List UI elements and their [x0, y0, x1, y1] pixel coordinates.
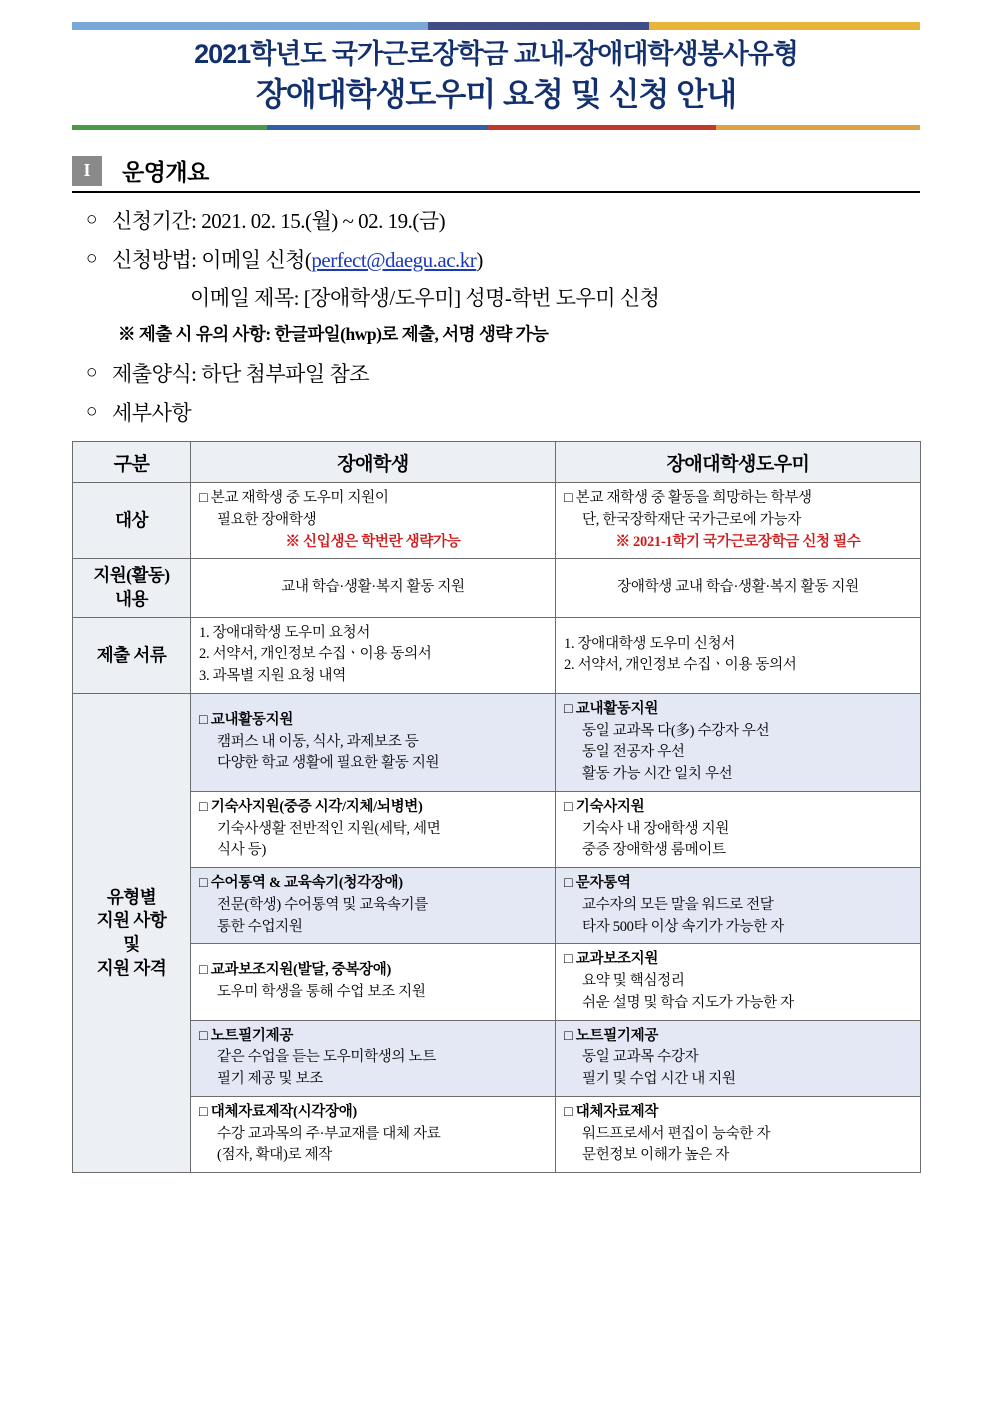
type5-student-title [199, 1026, 547, 1048]
type3-helper-title [564, 873, 912, 895]
table-row-type-2 [73, 791, 921, 867]
type5-helper-title [564, 1026, 912, 1048]
header-bar2-segment-3 [488, 125, 717, 130]
application-method-text [112, 244, 920, 277]
cell-type5-student [191, 1020, 556, 1096]
header-bar2-segment-2 [267, 125, 487, 130]
cell-documents-helper [556, 617, 921, 693]
checkbox-icon: □ [199, 1027, 208, 1044]
table-row-type-6 [73, 1096, 921, 1172]
documents-helper-line-2: 2. 서약서, 개인정보 수집ㆍ이용 동의서 [564, 657, 797, 674]
cell-type1-student [191, 693, 556, 791]
target-student-line-2: 필요한 장애학생 [217, 511, 317, 528]
target-student-text-1: 본교 재학생 중 도우미 지원이 [210, 490, 389, 507]
table-header-student: 장애학생 [191, 442, 556, 483]
document-page [0, 22, 992, 1425]
type2-helper-line-2: 중증 장애학생 룸메이트 [582, 842, 726, 859]
header-bar-segment-2 [428, 22, 648, 30]
type3-student-line-2: 통한 수업지원 [217, 918, 303, 935]
type6-student-line-2: (점자, 확대)로 제작 [217, 1147, 332, 1164]
type3-student-line-1: 전문(학생) 수어통역 및 교육속기를 [217, 896, 428, 913]
type2-student-line-2: 식사 등) [217, 842, 266, 859]
cell-type6-student [191, 1096, 556, 1172]
checkbox-icon: □ [564, 1103, 573, 1120]
type4-student-line-1: 도우미 학생을 통해 수업 보조 지원 [217, 984, 426, 1001]
type4-helper-title-text: 교과보조지원 [575, 951, 659, 968]
section-number-badge: I [72, 156, 102, 186]
row-label-types: 유형별 지원 사항 및 지원 자격 [73, 693, 191, 1172]
checkbox-icon: □ [564, 875, 573, 892]
checkbox-icon: □ [199, 490, 208, 507]
table-row-type-5 [73, 1020, 921, 1096]
table-row-support-content [73, 559, 921, 617]
submission-note: ※ 제출 시 유의 사항: 한글파일(hwp)로 제출, 서명 생략 가능 [118, 323, 549, 344]
cell-type3-student [191, 868, 556, 944]
title-line-1: 2021학년도 국가근로장학금 교내-장애대학생봉사유형 [194, 39, 798, 69]
table-header-row [73, 442, 921, 483]
table-header-helper: 장애대학생도우미 [556, 442, 921, 483]
type6-helper-line-2: 문헌정보 이해가 높은 자 [582, 1147, 730, 1164]
email-subject-text: 이메일 제목: [장애학생/도우미] 성명-학번 도우미 신청 [190, 286, 660, 311]
type3-helper-line-1: 교수자의 모든 말을 워드로 전달 [582, 896, 774, 913]
cell-type5-helper [556, 1020, 921, 1096]
cell-documents-student [191, 617, 556, 693]
type3-helper-line-2: 타자 500타 이상 속기가 가능한 자 [582, 918, 784, 935]
table-row-documents [73, 617, 921, 693]
header-bar2-segment-1 [72, 125, 267, 130]
submission-form-text: 제출양식: 하단 첨부파일 참조 [112, 362, 370, 387]
cell-target-helper [556, 483, 921, 559]
bullet-circle-icon: ○ [86, 400, 97, 422]
cell-type2-student [191, 791, 556, 867]
header-bar-segment-3 [649, 22, 920, 30]
application-method-suffix: ) [476, 247, 483, 272]
type2-helper-title-text: 기숙사지원 [575, 798, 645, 815]
details-table [72, 441, 921, 1173]
type1-helper-line-2: 동일 전공자 우선 [582, 744, 685, 761]
target-student-line-1 [199, 488, 547, 510]
table-row-type-3 [73, 868, 921, 944]
type2-helper-title [564, 797, 912, 819]
cell-type4-student [191, 944, 556, 1020]
type4-student-title-text: 교과보조지원(발달, 중복장애) [210, 962, 391, 979]
header-bar2-segment-4 [716, 125, 920, 130]
table-row-type-4 [73, 944, 921, 1020]
cell-target-student [191, 483, 556, 559]
list-item-form [72, 358, 920, 391]
checkbox-icon: □ [199, 875, 208, 892]
list-item-details [72, 397, 920, 430]
type4-helper-line-2: 쉬운 설명 및 학습 지도가 가능한 자 [582, 994, 794, 1011]
section-underline [72, 191, 920, 193]
type6-student-title-text: 대체자료제작(시각장애) [210, 1103, 357, 1120]
header-bar-segment-1 [72, 22, 428, 30]
type5-student-title-text: 노트필기제공 [210, 1027, 294, 1044]
type5-student-line-2: 필기 제공 및 보조 [217, 1071, 323, 1088]
header-bottom-bar [72, 125, 920, 130]
checkbox-icon: □ [199, 1103, 208, 1120]
header-top-bar [72, 22, 920, 30]
type2-helper-line-1: 기숙사 내 장애학생 지원 [582, 820, 730, 837]
type5-student-line-1: 같은 수업을 듣는 도우미학생의 노트 [217, 1049, 436, 1066]
checkbox-icon: □ [199, 711, 208, 728]
row-label-target: 대상 [73, 483, 191, 559]
table-row-target [73, 483, 921, 559]
checkbox-icon: □ [564, 700, 573, 717]
type1-student-line-2: 다양한 학교 생활에 필요한 활동 지원 [217, 755, 440, 772]
type4-student-title [199, 960, 547, 982]
type4-helper-line-1: 요약 및 핵심정리 [582, 973, 685, 990]
type1-helper-title [564, 699, 912, 721]
checkbox-icon: □ [199, 798, 208, 815]
type5-helper-line-1: 동일 교과목 수강자 [582, 1049, 699, 1066]
checkbox-icon: □ [564, 1027, 573, 1044]
documents-helper-line-1: 1. 장애대학생 도우미 신청서 [564, 635, 736, 652]
section-title: 운영개요 [122, 159, 209, 186]
type4-helper-title [564, 949, 912, 971]
type2-student-line-1: 기숙사생활 전반적인 지원(세탁, 세면 [217, 820, 441, 837]
type1-student-title [199, 710, 547, 732]
bullet-circle-icon: ○ [86, 362, 97, 384]
type6-helper-title [564, 1102, 912, 1124]
table-header-category: 구분 [73, 442, 191, 483]
cell-type3-helper [556, 868, 921, 944]
bullet-circle-icon: ○ [86, 247, 97, 269]
type2-student-title [199, 797, 547, 819]
type6-helper-title-text: 대체자료제작 [575, 1103, 659, 1120]
target-helper-text-1: 본교 재학생 중 활동을 희망하는 학부생 [575, 490, 812, 507]
type1-helper-title-text: 교내활동지원 [575, 700, 659, 717]
type6-helper-line-1: 워드프로세서 편집이 능숙한 자 [582, 1125, 771, 1142]
type3-helper-title-text: 문자통역 [575, 875, 631, 892]
cell-type1-helper [556, 693, 921, 791]
section-heading [72, 154, 920, 187]
checkbox-icon: □ [564, 951, 573, 968]
type3-student-title-text: 수어통역 & 교육속기(청각장애) [210, 875, 403, 892]
target-helper-line-1 [564, 488, 912, 510]
table-row-type-1 [73, 693, 921, 791]
document-title-block [72, 30, 920, 115]
row-label-documents: 제출 서류 [73, 617, 191, 693]
type6-student-title [199, 1102, 547, 1124]
cell-support-helper: 장애학생 교내 학습·생활·복지 활동 지원 [556, 559, 921, 617]
type1-student-line-1: 캠퍼스 내 이동, 식사, 과제보조 등 [217, 733, 419, 750]
overview-list [72, 205, 920, 429]
target-helper-note: ※ 2021-1학기 국가근로장학금 신청 필수 [615, 533, 861, 550]
documents-student-line-3: 3. 과목별 지원 요청 내역 [199, 668, 346, 685]
checkbox-icon: □ [199, 962, 208, 979]
type1-helper-line-3: 활동 가능 시간 일치 우선 [582, 766, 733, 783]
type6-student-line-1: 수강 교과목의 주·부교재를 대체 자료 [217, 1125, 441, 1142]
list-item-period [72, 205, 920, 238]
type1-student-title-text: 교내활동지원 [210, 711, 294, 728]
cell-type6-helper [556, 1096, 921, 1172]
application-method-label: 신청방법: 이메일 신청( [112, 247, 312, 272]
bullet-circle-icon: ○ [86, 209, 97, 231]
type1-helper-line-1: 동일 교과목 다(多) 수강자 우선 [582, 722, 770, 739]
cell-type2-helper [556, 791, 921, 867]
checkbox-icon: □ [564, 490, 573, 507]
row-label-support-content: 지원(활동) 내용 [73, 559, 191, 617]
documents-student-line-1: 1. 장애대학생 도우미 요청서 [199, 624, 371, 641]
type3-student-title [199, 873, 547, 895]
type5-helper-line-2: 필기 및 수업 시간 내 지원 [582, 1071, 736, 1088]
list-item-method [72, 244, 920, 277]
email-link[interactable]: perfect@daegu.ac.kr [311, 247, 477, 272]
checkbox-icon: □ [564, 798, 573, 815]
type2-student-title-text: 기숙사지원(중증 시각/지체/뇌병변) [210, 798, 423, 815]
details-text: 세부사항 [112, 400, 192, 425]
target-student-note: ※ 신입생은 학번란 생략가능 [285, 533, 461, 550]
target-helper-line-2: 단, 한국장학재단 국가근로에 가능자 [582, 511, 801, 528]
documents-student-line-2: 2. 서약서, 개인정보 수집ㆍ이용 동의서 [199, 646, 432, 663]
type5-helper-title-text: 노트필기제공 [575, 1027, 659, 1044]
application-period-text: 신청기간: 2021. 02. 15.(월) ~ 02. 19.(금) [112, 209, 446, 234]
cell-type4-helper [556, 944, 921, 1020]
title-line-2: 장애대학생도우미 요청 및 신청 안내 [255, 75, 737, 112]
cell-support-student: 교내 학습·생활·복지 활동 지원 [191, 559, 556, 617]
